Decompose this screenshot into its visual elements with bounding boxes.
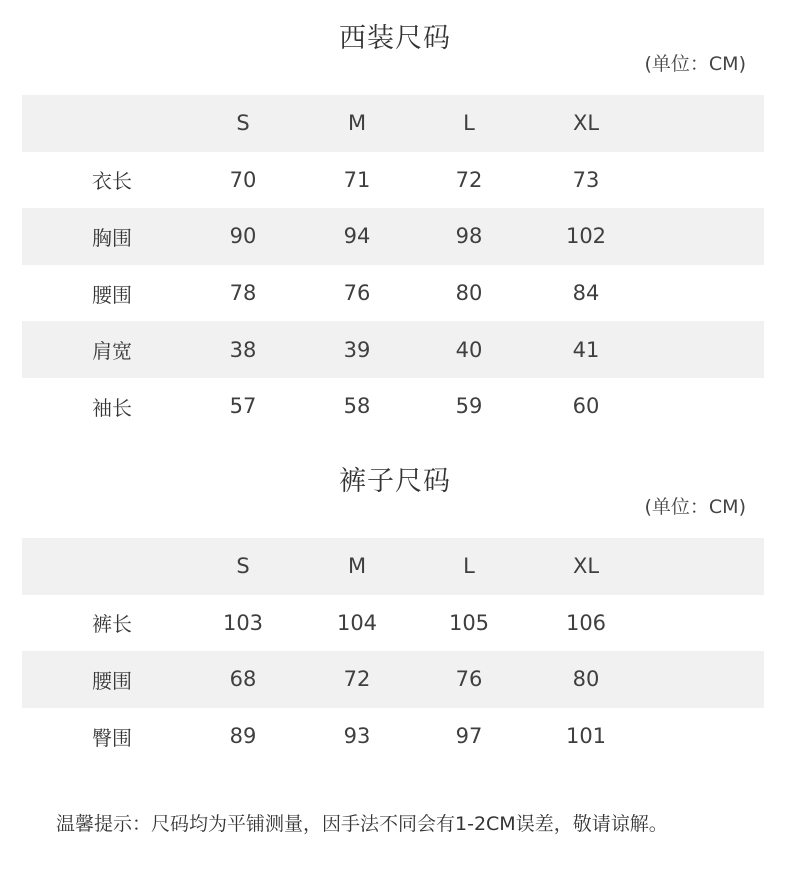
table-cell: 60 bbox=[572, 394, 600, 419]
row-label: 臀围 bbox=[92, 725, 132, 750]
row-label: 袖长 bbox=[92, 395, 132, 420]
table-cell: 58 bbox=[343, 394, 371, 419]
table-cell: 90 bbox=[229, 224, 257, 249]
table-row bbox=[22, 378, 764, 435]
table-cell: 89 bbox=[229, 724, 257, 749]
table-cell: 80 bbox=[572, 667, 600, 692]
suit-unit-label: (单位：CM) bbox=[644, 53, 746, 75]
row-label: 肩宽 bbox=[92, 339, 132, 364]
measurement-note: 温馨提示：尺码均为平铺测量，因手法不同会有1-2CM误差，敬请谅解。 bbox=[56, 813, 668, 835]
pants-size-table bbox=[22, 538, 764, 764]
table-header-row bbox=[22, 95, 764, 152]
table-cell: 68 bbox=[229, 667, 257, 692]
table-row bbox=[22, 152, 764, 209]
table-cell: 72 bbox=[455, 167, 483, 192]
header-cell-s: S bbox=[236, 554, 250, 579]
header-cell bbox=[52, 538, 172, 595]
table-cell: 73 bbox=[572, 167, 600, 192]
header-cell-m: M bbox=[347, 554, 367, 579]
row-label: 衣长 bbox=[92, 169, 132, 194]
table-cell: 39 bbox=[343, 337, 371, 362]
row-label: 裤长 bbox=[92, 612, 132, 637]
header-cell-xl: XL bbox=[572, 111, 600, 136]
table-cell: 38 bbox=[229, 337, 257, 362]
header-cell-m: M bbox=[347, 111, 367, 136]
table-cell: 76 bbox=[343, 281, 371, 306]
table-cell: 103 bbox=[222, 610, 264, 635]
header-cell-xl: XL bbox=[572, 554, 600, 579]
suit-size-title: 西装尺码 bbox=[339, 23, 451, 54]
table-row bbox=[22, 595, 764, 652]
table-cell: 94 bbox=[343, 224, 371, 249]
table-row bbox=[22, 708, 764, 765]
table-cell: 97 bbox=[455, 724, 483, 749]
table-cell: 57 bbox=[229, 394, 257, 419]
table-cell: 40 bbox=[455, 337, 483, 362]
table-cell: 98 bbox=[455, 224, 483, 249]
row-label: 腰围 bbox=[92, 668, 132, 693]
table-cell: 105 bbox=[448, 610, 490, 635]
row-label: 胸围 bbox=[92, 225, 132, 250]
table-cell: 76 bbox=[455, 667, 483, 692]
table-cell: 104 bbox=[336, 610, 378, 635]
header-cell-l: L bbox=[463, 111, 475, 136]
table-row bbox=[22, 265, 764, 322]
table-cell: 70 bbox=[229, 167, 257, 192]
table-cell: 101 bbox=[565, 724, 607, 749]
table-row bbox=[22, 208, 764, 265]
pants-size-title: 裤子尺码 bbox=[339, 466, 451, 497]
table-cell: 71 bbox=[343, 167, 371, 192]
suit-size-table bbox=[22, 95, 764, 435]
row-label: 腰围 bbox=[92, 282, 132, 307]
header-cell-s: S bbox=[236, 111, 250, 136]
pants-unit-label: (单位：CM) bbox=[644, 496, 746, 518]
header-cell-l: L bbox=[463, 554, 475, 579]
header-cell bbox=[52, 95, 172, 152]
table-header-row bbox=[22, 538, 764, 595]
table-cell: 80 bbox=[455, 281, 483, 306]
table-cell: 102 bbox=[565, 224, 607, 249]
table-cell: 59 bbox=[455, 394, 483, 419]
table-cell: 84 bbox=[572, 281, 600, 306]
table-row bbox=[22, 651, 764, 708]
table-cell: 106 bbox=[565, 610, 607, 635]
table-cell: 72 bbox=[343, 667, 371, 692]
table-cell: 78 bbox=[229, 281, 257, 306]
table-cell: 93 bbox=[343, 724, 371, 749]
table-row bbox=[22, 321, 764, 378]
table-cell: 41 bbox=[572, 337, 600, 362]
